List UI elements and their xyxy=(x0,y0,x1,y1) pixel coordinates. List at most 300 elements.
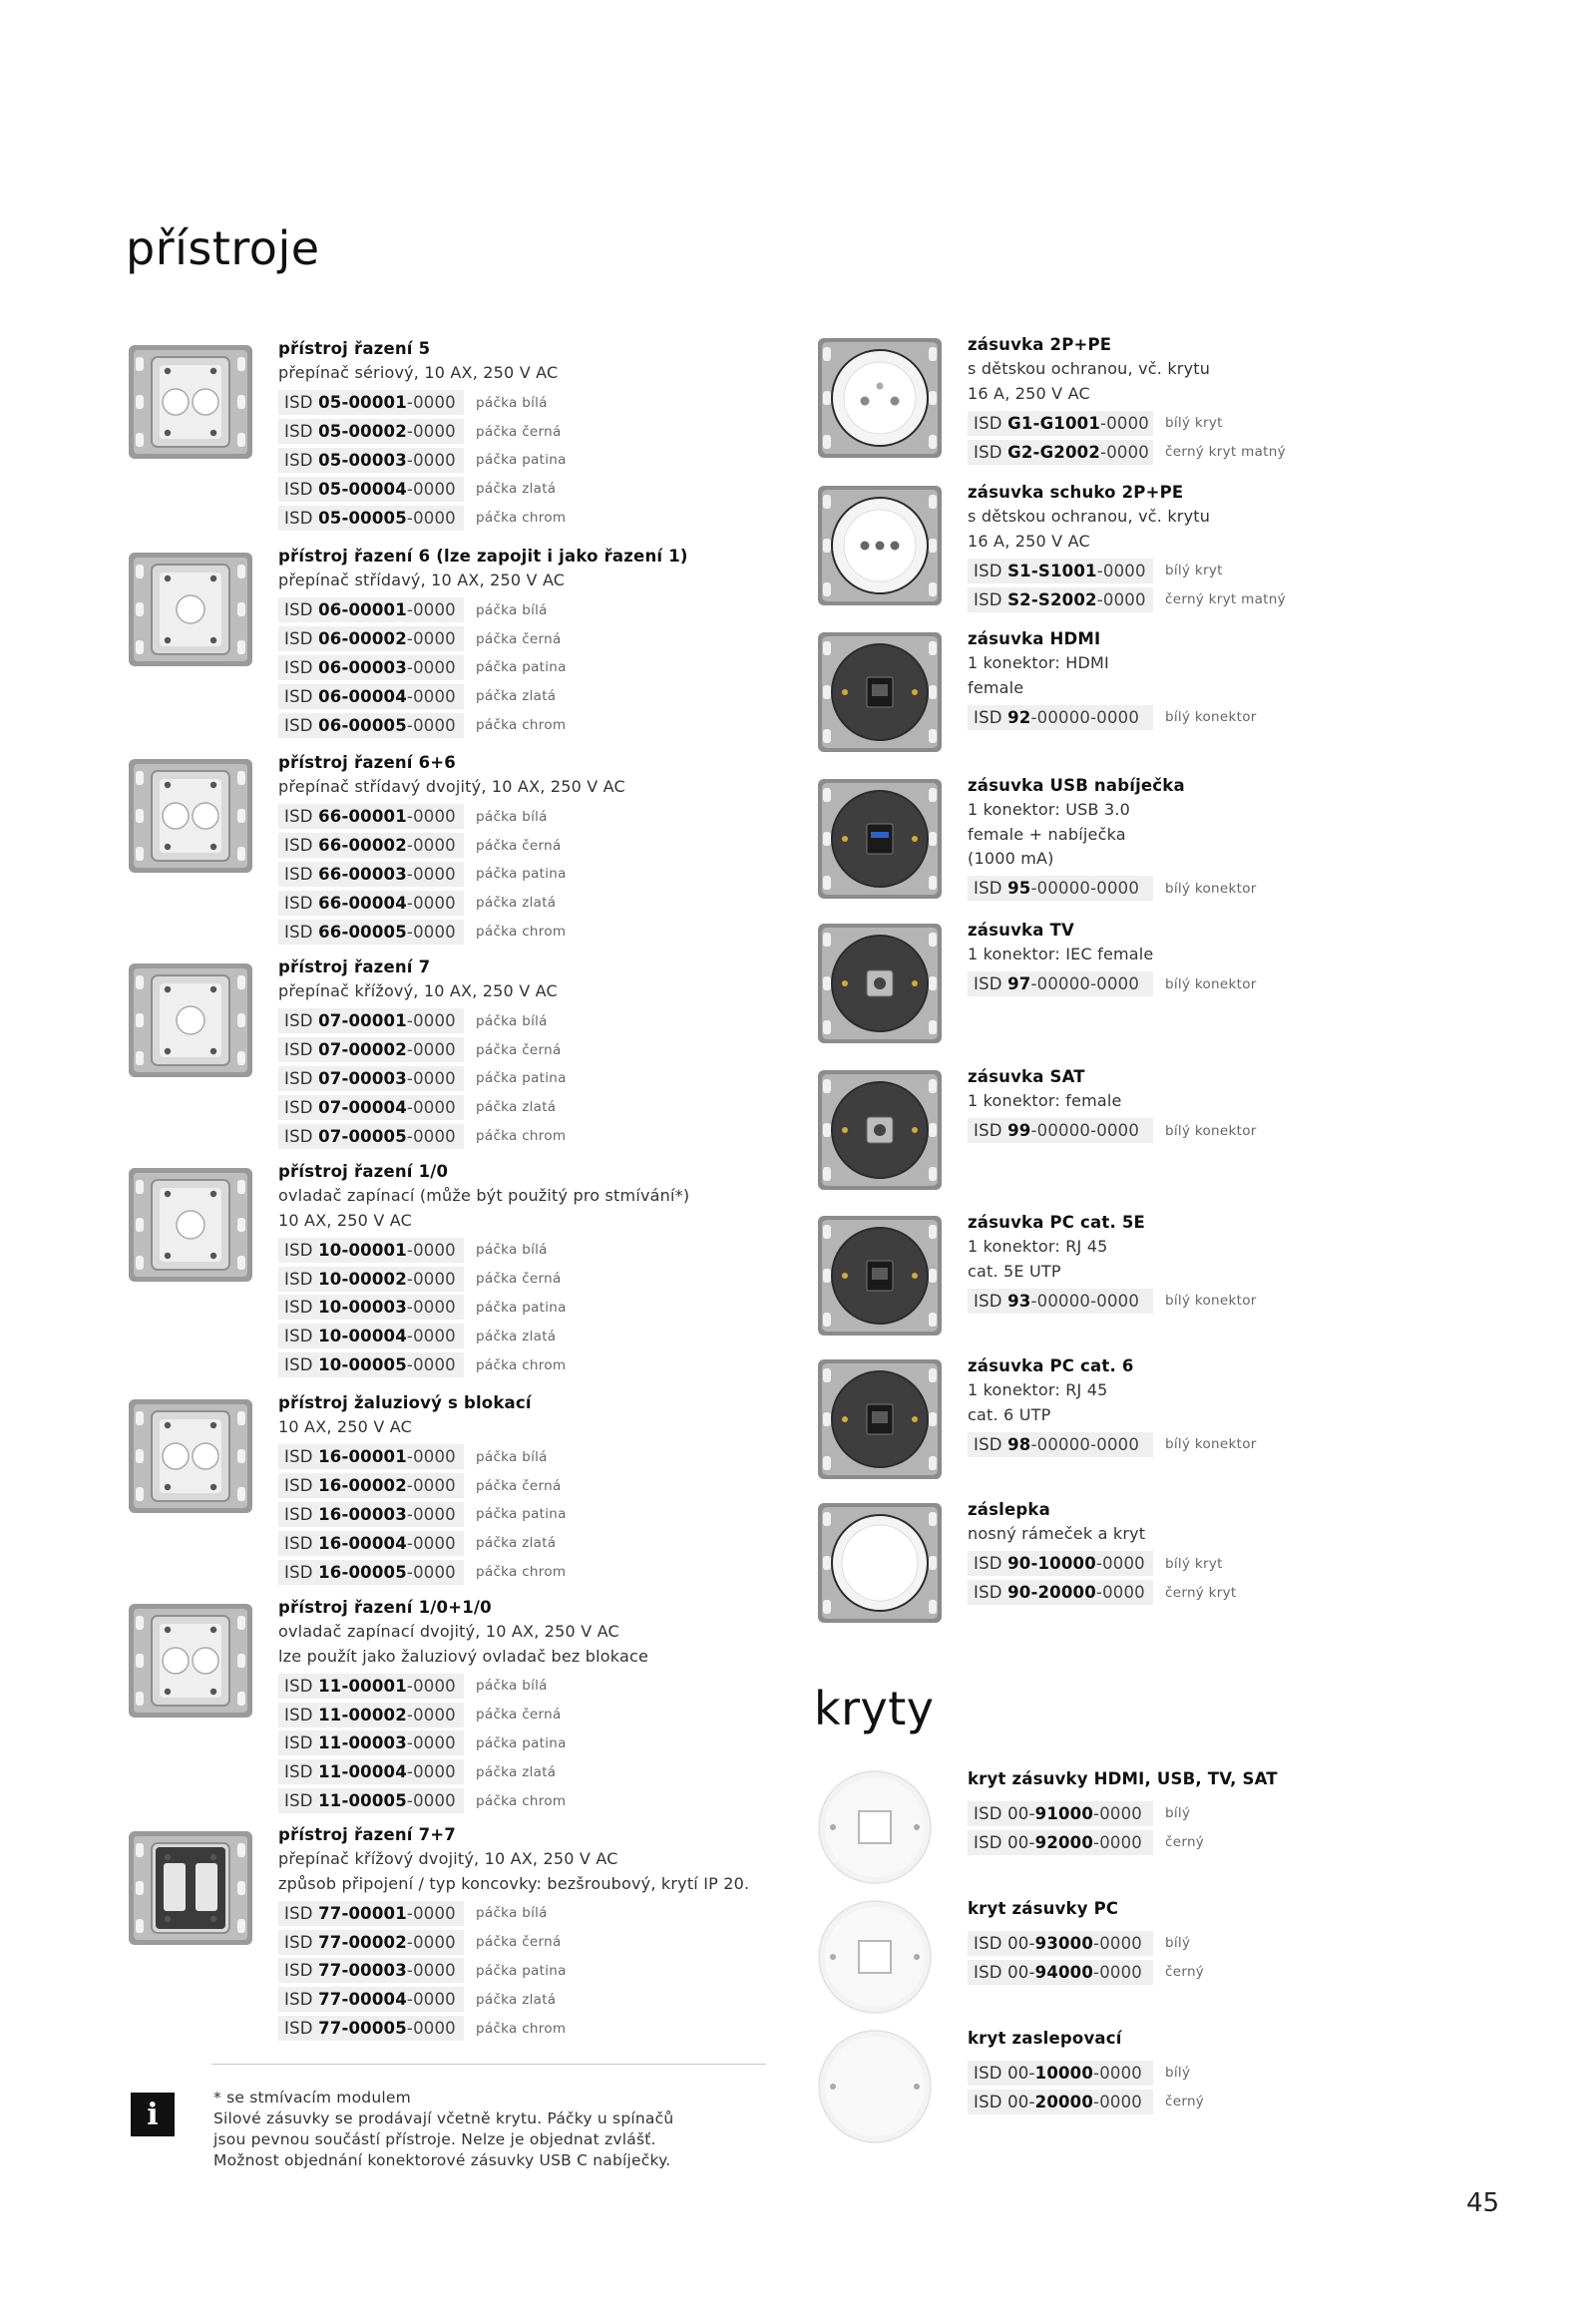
switch-mechanism-image xyxy=(126,545,255,674)
order-code-suffix: -0000 xyxy=(406,807,456,827)
socket-image xyxy=(815,1065,945,1195)
order-code xyxy=(278,1352,464,1377)
order-code xyxy=(278,1703,464,1727)
order-code-number: 07-00002 xyxy=(318,1040,407,1060)
order-code-row xyxy=(278,1672,797,1701)
info-icon: i xyxy=(131,2093,175,2136)
order-code-row xyxy=(278,1786,797,1815)
order-code xyxy=(968,411,1153,436)
order-code-row xyxy=(968,1958,1486,1987)
order-code xyxy=(968,1931,1153,1956)
order-code xyxy=(278,1008,464,1033)
product-name: zásuvka PC cat. 6 xyxy=(968,1356,1134,1375)
order-code-number: 06-00002 xyxy=(318,629,407,649)
order-code-row xyxy=(968,1929,1486,1958)
order-code-suffix: -00000-0000 xyxy=(1030,1434,1140,1454)
product-name: zásuvka PC cat. 5E xyxy=(968,1213,1146,1232)
order-code-row xyxy=(278,475,797,504)
order-code-number: 16-00003 xyxy=(318,1504,407,1524)
order-code-suffix: -0000 xyxy=(406,479,456,499)
product-description: nosný rámeček a kryt xyxy=(968,1524,1146,1543)
order-code-prefix: ISD xyxy=(284,807,319,827)
order-code-number: 07-00004 xyxy=(318,1097,407,1117)
order-code xyxy=(968,1289,1153,1314)
order-code-number: 07-00005 xyxy=(318,1126,407,1146)
variant-label: páčka patina xyxy=(476,866,567,883)
order-code xyxy=(278,891,464,916)
order-code xyxy=(278,804,464,829)
order-code-number: 07-00001 xyxy=(318,1011,407,1031)
variant-label: černý xyxy=(1165,1964,1205,1981)
order-code-number: 20000 xyxy=(1034,2092,1094,2111)
order-code-number: 06-00003 xyxy=(318,657,407,677)
product-description: s dětskou ochranou, vč. krytu xyxy=(968,359,1211,378)
order-code-prefix: ISD xyxy=(974,442,1008,462)
variant-label: páčka černá xyxy=(476,1041,562,1058)
variant-label: černý kryt xyxy=(1165,1584,1237,1601)
order-code-suffix: -0000 xyxy=(406,422,456,442)
order-code-suffix: -00000-0000 xyxy=(1030,1121,1140,1141)
order-code-row xyxy=(968,557,1486,585)
product-description: 10 AX, 250 V AC xyxy=(278,1210,413,1230)
order-code-prefix: ISD xyxy=(974,1554,1008,1574)
order-code-suffix: -0000 xyxy=(1093,1962,1142,1982)
variant-label: páčka chrom xyxy=(476,717,567,734)
order-code-prefix: ISD xyxy=(284,1327,319,1346)
order-code-suffix: -0000 xyxy=(1096,561,1146,580)
order-code xyxy=(968,2061,1153,2086)
variant-label: páčka černá xyxy=(476,1707,562,1724)
order-code-suffix: -0000 xyxy=(406,922,456,942)
order-code xyxy=(968,559,1153,583)
order-code-suffix: -0000 xyxy=(1093,1832,1142,1852)
order-code-row xyxy=(278,1294,797,1323)
variant-label: páčka bílá xyxy=(476,1242,548,1259)
order-code xyxy=(968,587,1153,612)
order-code-prefix: ISD 00- xyxy=(974,1933,1035,1953)
order-code-row xyxy=(278,1729,797,1758)
order-code-prefix: ISD xyxy=(974,1583,1008,1603)
order-code-row xyxy=(278,1122,797,1151)
order-code-prefix: ISD xyxy=(974,974,1008,994)
order-code-number: 77-00001 xyxy=(318,1903,407,1923)
product-text xyxy=(278,1823,797,2043)
product-description: s dětskou ochranou, vč. krytu xyxy=(968,507,1211,526)
order-code-suffix: -0000 xyxy=(1095,1554,1145,1574)
product-text xyxy=(968,1354,1486,1459)
order-code-number: 11-00003 xyxy=(318,1733,407,1753)
footnote-line: Silové zásuvky se prodávají včetně krytu. Páčky u spínačů xyxy=(213,2109,674,2127)
order-code xyxy=(278,1958,464,1983)
order-code xyxy=(278,1531,464,1556)
order-code-prefix: ISD xyxy=(284,1990,319,2010)
section-title-kryty: kryty xyxy=(814,1682,935,1735)
order-code xyxy=(278,1901,464,1926)
order-code-suffix: -0000 xyxy=(1096,589,1146,609)
order-code-suffix: -00000-0000 xyxy=(1030,1291,1140,1311)
order-code-suffix: -0000 xyxy=(406,715,456,735)
product-text xyxy=(278,545,797,739)
order-code-row xyxy=(278,2014,797,2043)
order-code-row xyxy=(968,1828,1486,1857)
order-code-number: 77-00004 xyxy=(318,1990,407,2010)
order-code-row xyxy=(278,1899,797,1928)
order-code-prefix: ISD xyxy=(284,1040,319,1060)
product-description: cat. 6 UTP xyxy=(968,1404,1051,1424)
product-name: kryt zásuvky HDMI, USB, TV, SAT xyxy=(968,1769,1278,1788)
order-code xyxy=(278,713,464,738)
variant-label: páčka bílá xyxy=(476,1678,548,1695)
cover-image xyxy=(815,1897,935,2017)
order-code-suffix: -0000 xyxy=(406,450,456,470)
order-code-prefix: ISD xyxy=(284,893,319,913)
order-code xyxy=(968,705,1153,730)
variant-label: páčka zlatá xyxy=(476,688,557,705)
variant-label: páčka zlatá xyxy=(476,1535,557,1552)
order-code-suffix: -0000 xyxy=(1100,413,1149,433)
order-code-suffix: -0000 xyxy=(406,1961,456,1981)
order-code xyxy=(278,684,464,709)
product-name: zásuvka schuko 2P+PE xyxy=(968,483,1184,502)
order-code xyxy=(278,1759,464,1784)
order-code-number: 77-00002 xyxy=(318,1932,407,1952)
order-code-row xyxy=(278,1443,797,1472)
order-code-number: 99 xyxy=(1007,1121,1031,1141)
variant-label: páčka zlatá xyxy=(476,1991,557,2008)
order-code-row xyxy=(278,918,797,947)
order-code-prefix: ISD xyxy=(284,629,319,649)
order-code-prefix: ISD xyxy=(974,1434,1008,1454)
order-code xyxy=(278,1037,464,1062)
variant-label: páčka zlatá xyxy=(476,1763,557,1780)
order-code-number: 93000 xyxy=(1034,1933,1094,1953)
variant-label: páčka chrom xyxy=(476,924,567,941)
order-code-suffix: -0000 xyxy=(406,1762,456,1782)
product-description: 16 A, 250 V AC xyxy=(968,383,1090,403)
variant-label: bílý konektor xyxy=(1165,1436,1257,1453)
variant-label: páčka černá xyxy=(476,630,562,647)
order-code xyxy=(278,1066,464,1091)
variant-label: páčka patina xyxy=(476,1962,567,1979)
order-code-suffix: -0000 xyxy=(406,1068,456,1088)
variant-label: páčka zlatá xyxy=(476,481,557,498)
switch-mechanism-image xyxy=(126,956,255,1085)
order-code-row xyxy=(278,389,797,418)
order-code-suffix: -0000 xyxy=(406,1240,456,1260)
order-code-prefix: ISD xyxy=(284,479,319,499)
order-code-prefix: ISD xyxy=(284,1447,319,1467)
socket-image xyxy=(815,919,945,1048)
order-code-prefix: ISD xyxy=(284,1097,319,1117)
order-code-row xyxy=(968,970,1486,999)
order-code-suffix: -0000 xyxy=(406,836,456,856)
product-text xyxy=(968,774,1486,903)
order-code-suffix: -0000 xyxy=(406,1562,456,1582)
order-code-prefix: ISD xyxy=(284,2019,319,2039)
order-code-row xyxy=(968,1799,1486,1828)
variant-label: páčka chrom xyxy=(476,1356,567,1373)
product-name: zásuvka HDMI xyxy=(968,629,1101,648)
order-code-suffix: -0000 xyxy=(406,1126,456,1146)
order-code-number: 97 xyxy=(1007,974,1031,994)
variant-label: páčka zlatá xyxy=(476,895,557,912)
order-code-suffix: -0000 xyxy=(406,2019,456,2039)
variant-label: páčka patina xyxy=(476,659,567,676)
product-name: přístroj řazení 7 xyxy=(278,958,431,976)
order-code xyxy=(968,1551,1153,1576)
order-code-number: 10000 xyxy=(1034,2063,1094,2083)
order-code-row xyxy=(278,504,797,533)
order-code-prefix: ISD xyxy=(284,1932,319,1952)
section-title-pristroje: přístroje xyxy=(126,221,320,275)
order-code-prefix: ISD xyxy=(284,836,319,856)
socket-image xyxy=(815,1354,945,1484)
order-code-suffix: -0000 xyxy=(1093,1933,1142,1953)
footnote-line: jsou pevnou součástí přístroje. Nelze je objednat zvlášť. xyxy=(213,2130,656,2148)
order-code xyxy=(968,876,1153,901)
product-description: 16 A, 250 V AC xyxy=(968,531,1090,551)
order-code-suffix: -0000 xyxy=(406,1040,456,1060)
variant-label: černý xyxy=(1165,1834,1205,1851)
order-code-row xyxy=(278,1322,797,1350)
order-code-prefix: ISD xyxy=(284,1011,319,1031)
order-code-row xyxy=(278,446,797,475)
order-code-row xyxy=(278,653,797,682)
order-code-prefix: ISD xyxy=(284,450,319,470)
product-name: kryt zásuvky PC xyxy=(968,1899,1119,1918)
order-code-row xyxy=(278,1558,797,1587)
order-code-suffix: -0000 xyxy=(406,1533,456,1553)
variant-label: bílý xyxy=(1165,1935,1191,1952)
order-code-number: 66-00002 xyxy=(318,836,407,856)
order-code-number: 06-00001 xyxy=(318,600,407,620)
socket-image xyxy=(815,481,945,610)
order-code-number: 05-00002 xyxy=(318,422,407,442)
product-text xyxy=(968,2027,1486,2116)
product-name: přístroj řazení 6 (lze zapojit i jako řazení 1) xyxy=(278,547,688,566)
order-code-prefix: ISD xyxy=(974,1121,1008,1141)
order-code-prefix: ISD xyxy=(284,1533,319,1553)
order-code-number: 66-00001 xyxy=(318,807,407,827)
order-code xyxy=(278,1930,464,1955)
order-code-prefix: ISD xyxy=(284,1961,319,1981)
product-description: přepínač křížový, 10 AX, 250 V AC xyxy=(278,981,558,1000)
order-code-number: 66-00003 xyxy=(318,864,407,884)
order-code-number: 11-00005 xyxy=(318,1791,407,1811)
order-code-prefix: ISD xyxy=(284,1791,319,1811)
order-code-suffix: -0000 xyxy=(1093,2092,1142,2111)
variant-label: páčka patina xyxy=(476,452,567,469)
variant-label: bílý kryt xyxy=(1165,415,1223,432)
product-description: přepínač sériový, 10 AX, 250 V AC xyxy=(278,363,559,382)
order-code-suffix: -0000 xyxy=(406,393,456,413)
product-name: přístroj řazení 1/0+1/0 xyxy=(278,1598,492,1617)
order-code-suffix: -0000 xyxy=(406,1676,456,1696)
order-code-row xyxy=(278,417,797,446)
order-code-number: 05-00001 xyxy=(318,393,407,413)
product-text xyxy=(278,337,797,532)
order-code-number: 66-00005 xyxy=(318,922,407,942)
order-code-number: 16-00001 xyxy=(318,1447,407,1467)
order-code xyxy=(278,477,464,502)
order-code-number: 77-00003 xyxy=(318,1961,407,1981)
order-code xyxy=(278,1730,464,1755)
order-code-row xyxy=(278,1500,797,1529)
order-code-prefix: ISD xyxy=(974,879,1008,899)
order-code-number: 92 xyxy=(1007,707,1031,727)
product-name: přístroj řazení 5 xyxy=(278,339,431,358)
order-code-suffix: -0000 xyxy=(406,1733,456,1753)
order-code-prefix: ISD 00- xyxy=(974,1962,1035,1982)
order-code-number: 07-00003 xyxy=(318,1068,407,1088)
order-code xyxy=(278,626,464,651)
order-code xyxy=(968,1432,1153,1457)
order-code-suffix: -0000 xyxy=(406,1355,456,1375)
product-text xyxy=(968,1065,1486,1145)
order-code-row xyxy=(968,703,1486,732)
order-code xyxy=(968,1960,1153,1985)
order-code-suffix: -0000 xyxy=(406,1903,456,1923)
order-code-number: S2-S2002 xyxy=(1007,589,1097,609)
variant-label: bílý konektor xyxy=(1165,1293,1257,1310)
variant-label: bílý xyxy=(1165,1805,1191,1822)
order-code-suffix: -0000 xyxy=(406,508,456,528)
product-description: lze použít jako žaluziový ovladač bez blokace xyxy=(278,1646,648,1666)
order-code-suffix: -0000 xyxy=(1093,2063,1142,2083)
product-description: 1 konektor: female xyxy=(968,1091,1122,1110)
variant-label: páčka chrom xyxy=(476,1792,567,1809)
order-code-number: 95 xyxy=(1007,879,1031,899)
order-code-number: 77-00005 xyxy=(318,2019,407,2039)
order-code-prefix: ISD 00- xyxy=(974,1832,1035,1852)
product-text xyxy=(278,956,797,1150)
order-code xyxy=(278,1267,464,1292)
order-code-row xyxy=(278,1928,797,1957)
order-code-prefix: ISD xyxy=(284,1298,319,1318)
order-code-row xyxy=(278,596,797,625)
order-code-number: 10-00002 xyxy=(318,1269,407,1289)
order-code-suffix: -0000 xyxy=(406,1504,456,1524)
order-code-row xyxy=(968,409,1486,438)
order-code-number: S1-S1001 xyxy=(1007,561,1097,580)
order-code-row xyxy=(278,1350,797,1379)
order-code xyxy=(278,2016,464,2041)
order-code-prefix: ISD xyxy=(284,1240,319,1260)
order-code-number: 11-00002 xyxy=(318,1705,407,1725)
order-code-row xyxy=(278,1265,797,1294)
order-code-suffix: -0000 xyxy=(406,686,456,706)
variant-label: páčka černá xyxy=(476,423,562,440)
order-code-suffix: -0000 xyxy=(406,1791,456,1811)
order-code-row xyxy=(278,860,797,889)
order-code xyxy=(278,448,464,473)
socket-image xyxy=(815,333,945,463)
variant-label: páčka zlatá xyxy=(476,1099,557,1116)
product-text xyxy=(968,1767,1486,1857)
order-code-suffix: -0000 xyxy=(406,1327,456,1346)
product-name: přístroj žaluziový s blokací xyxy=(278,1393,532,1412)
variant-label: páčka bílá xyxy=(476,1448,548,1465)
order-code-suffix: -00000-0000 xyxy=(1030,879,1140,899)
product-description: 1 konektor: RJ 45 xyxy=(968,1380,1108,1399)
variant-label: bílý kryt xyxy=(1165,1555,1223,1572)
order-code xyxy=(278,1987,464,2012)
order-code-prefix: ISD xyxy=(284,1504,319,1524)
order-code-row xyxy=(278,624,797,653)
socket-image xyxy=(815,774,945,904)
order-code-prefix: ISD xyxy=(284,1705,319,1725)
order-code xyxy=(278,419,464,444)
order-code-row xyxy=(278,1007,797,1036)
variant-label: páčka chrom xyxy=(476,1564,567,1581)
order-code-number: 90-10000 xyxy=(1007,1554,1096,1574)
product-description: přepínač křížový dvojitý, 10 AX, 250 V AC xyxy=(278,1849,618,1868)
order-code-prefix: ISD xyxy=(284,864,319,884)
socket-image xyxy=(815,627,945,757)
order-code-row xyxy=(968,438,1486,467)
order-code xyxy=(278,655,464,680)
order-code-suffix: -00000-0000 xyxy=(1030,974,1140,994)
footnote xyxy=(213,2088,772,2171)
product-description: 1 konektor: HDMI xyxy=(968,653,1109,672)
order-code-row xyxy=(968,1550,1486,1579)
variant-label: páčka patina xyxy=(476,1299,567,1316)
variant-label: páčka černá xyxy=(476,1477,562,1494)
order-code xyxy=(278,1502,464,1527)
order-code-number: 05-00005 xyxy=(318,508,407,528)
switch-mechanism-image xyxy=(126,1160,255,1290)
order-code-number: 11-00004 xyxy=(318,1762,407,1782)
order-code xyxy=(968,2090,1153,2114)
order-code-row xyxy=(278,1035,797,1064)
socket-image xyxy=(815,1498,945,1628)
variant-label: páčka bílá xyxy=(476,808,548,825)
product-name: přístroj řazení 6+6 xyxy=(278,753,456,772)
variant-label: černý kryt matný xyxy=(1165,591,1286,608)
variant-label: páčka bílá xyxy=(476,601,548,618)
product-description: 1 konektor: USB 3.0 xyxy=(968,800,1131,819)
product-description: female + nabíječka xyxy=(968,824,1126,844)
product-text xyxy=(278,1391,797,1586)
order-code xyxy=(968,1580,1153,1605)
order-code-row xyxy=(278,831,797,860)
order-code-row xyxy=(968,2088,1486,2116)
cover-image xyxy=(815,1767,935,1887)
order-code xyxy=(968,440,1153,465)
variant-label: páčka chrom xyxy=(476,2020,567,2037)
order-code-number: 66-00004 xyxy=(318,893,407,913)
order-code-row xyxy=(278,803,797,832)
variant-label: páčka bílá xyxy=(476,394,548,411)
variant-label: páčka bílá xyxy=(476,1905,548,1922)
order-code-number: 10-00003 xyxy=(318,1298,407,1318)
product-description: cat. 5E UTP xyxy=(968,1261,1061,1281)
order-code-number: 16-00004 xyxy=(318,1533,407,1553)
page-number: 45 xyxy=(1466,2188,1500,2218)
variant-label: bílý konektor xyxy=(1165,880,1257,897)
order-code-number: 91000 xyxy=(1034,1803,1094,1823)
order-code-number: 90-20000 xyxy=(1007,1583,1096,1603)
variant-label: páčka patina xyxy=(476,1506,567,1523)
order-code-prefix: ISD xyxy=(284,1068,319,1088)
variant-label: páčka černá xyxy=(476,837,562,854)
order-code xyxy=(278,1324,464,1348)
order-code xyxy=(278,1295,464,1320)
order-code-row xyxy=(968,1578,1486,1607)
order-code-suffix: -0000 xyxy=(406,893,456,913)
product-name: zásuvka TV xyxy=(968,921,1074,940)
order-code-number: 05-00004 xyxy=(318,479,407,499)
